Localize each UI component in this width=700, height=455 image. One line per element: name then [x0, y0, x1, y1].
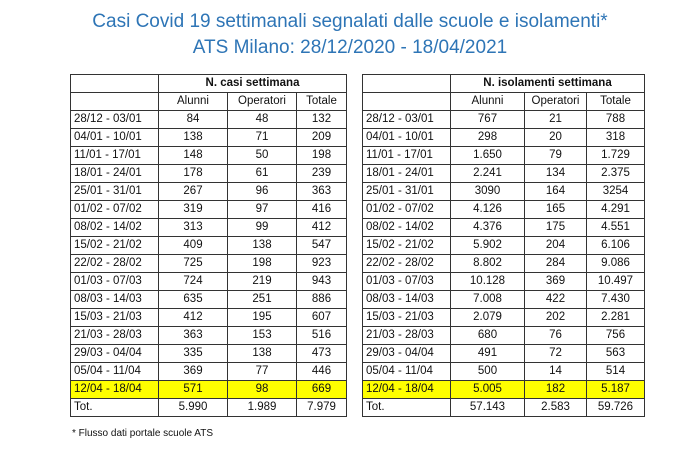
- column-header: Alunni: [159, 93, 228, 111]
- value-cell: 132: [297, 111, 347, 129]
- week-cell: 01/03 - 07/03: [363, 273, 451, 291]
- table-header: N. casi settimana: [159, 75, 347, 93]
- value-cell: 680: [451, 327, 525, 345]
- value-cell: 767: [451, 111, 525, 129]
- table-row: [71, 165, 347, 183]
- table-row: [71, 309, 347, 327]
- week-cell: 05/04 - 11/04: [363, 363, 451, 381]
- value-cell: 84: [159, 111, 228, 129]
- week-cell: 01/03 - 07/03: [71, 273, 159, 291]
- week-cell: 12/04 - 18/04: [363, 381, 451, 399]
- value-cell: 76: [525, 327, 587, 345]
- column-header: Operatori: [525, 93, 587, 111]
- value-cell: 4.126: [451, 201, 525, 219]
- value-cell: 14: [525, 363, 587, 381]
- value-cell: 178: [159, 165, 228, 183]
- table-row: [71, 219, 347, 237]
- value-cell: 756: [587, 327, 645, 345]
- value-cell: 138: [159, 129, 228, 147]
- page-title: Casi Covid 19 settimanali segnalati dalle scuole e isolamenti*: [92, 11, 608, 32]
- value-cell: 20: [525, 129, 587, 147]
- value-cell: 571: [159, 381, 228, 399]
- column-header: Alunni: [451, 93, 525, 111]
- value-cell: 3254: [587, 183, 645, 201]
- value-cell: 77: [228, 363, 297, 381]
- value-cell: 10.128: [451, 273, 525, 291]
- value-cell: 21: [525, 111, 587, 129]
- week-cell: 25/01 - 31/01: [363, 183, 451, 201]
- value-cell: 61: [228, 165, 297, 183]
- week-cell: 18/01 - 24/01: [363, 165, 451, 183]
- week-cell: 12/04 - 18/04: [71, 381, 159, 399]
- column-header-row: [71, 93, 347, 111]
- week-cell: 25/01 - 31/01: [71, 183, 159, 201]
- value-cell: 148: [159, 147, 228, 165]
- value-cell: 165: [525, 201, 587, 219]
- value-cell: 153: [228, 327, 297, 345]
- week-cell: 18/01 - 24/01: [71, 165, 159, 183]
- week-cell: 22/02 - 28/02: [71, 255, 159, 273]
- value-cell: 2.079: [451, 309, 525, 327]
- value-cell: 134: [525, 165, 587, 183]
- value-cell: 4.551: [587, 219, 645, 237]
- table-row: [363, 183, 645, 201]
- value-cell: 3090: [451, 183, 525, 201]
- value-cell: 4.291: [587, 201, 645, 219]
- value-cell: 412: [297, 219, 347, 237]
- table-row: [71, 129, 347, 147]
- value-cell: 298: [451, 129, 525, 147]
- total-value: 57.143: [451, 399, 525, 417]
- table-header-row: [71, 75, 347, 93]
- value-cell: 267: [159, 183, 228, 201]
- value-cell: 416: [297, 201, 347, 219]
- weekly-isolations-table: [362, 74, 645, 417]
- column-header: Totale: [297, 93, 347, 111]
- value-cell: 98: [228, 381, 297, 399]
- value-cell: 71: [228, 129, 297, 147]
- week-cell: 08/02 - 14/02: [71, 219, 159, 237]
- table-row: [363, 237, 645, 255]
- table-row: [363, 255, 645, 273]
- value-cell: 422: [525, 291, 587, 309]
- value-cell: 182: [525, 381, 587, 399]
- empty-header-cell: [71, 75, 159, 93]
- value-cell: 313: [159, 219, 228, 237]
- table-row: [363, 345, 645, 363]
- week-cell: 29/03 - 04/04: [71, 345, 159, 363]
- value-cell: 97: [228, 201, 297, 219]
- value-cell: 318: [587, 129, 645, 147]
- value-cell: 607: [297, 309, 347, 327]
- value-cell: 2.241: [451, 165, 525, 183]
- value-cell: 6.106: [587, 237, 645, 255]
- value-cell: 79: [525, 147, 587, 165]
- value-cell: 335: [159, 345, 228, 363]
- value-cell: 239: [297, 165, 347, 183]
- total-label: Tot.: [363, 399, 451, 417]
- week-cell: 04/01 - 10/01: [363, 129, 451, 147]
- page-subtitle: ATS Milano: 28/12/2020 - 18/04/2021: [192, 37, 508, 58]
- value-cell: 72: [525, 345, 587, 363]
- value-cell: 10.497: [587, 273, 645, 291]
- week-cell: 11/01 - 17/01: [71, 147, 159, 165]
- week-cell: 21/03 - 28/03: [71, 327, 159, 345]
- week-cell: 11/01 - 17/01: [363, 147, 451, 165]
- value-cell: 547: [297, 237, 347, 255]
- value-cell: 446: [297, 363, 347, 381]
- value-cell: 473: [297, 345, 347, 363]
- value-cell: 635: [159, 291, 228, 309]
- value-cell: 9.086: [587, 255, 645, 273]
- column-header: Operatori: [228, 93, 297, 111]
- value-cell: 319: [159, 201, 228, 219]
- value-cell: 284: [525, 255, 587, 273]
- table-row: [71, 363, 347, 381]
- value-cell: 363: [159, 327, 228, 345]
- table-row: [363, 291, 645, 309]
- value-cell: 175: [525, 219, 587, 237]
- table-row: [363, 201, 645, 219]
- value-cell: 5.005: [451, 381, 525, 399]
- value-cell: 48: [228, 111, 297, 129]
- week-cell: 15/02 - 21/02: [71, 237, 159, 255]
- value-cell: 563: [587, 345, 645, 363]
- value-cell: 669: [297, 381, 347, 399]
- week-cell: 08/03 - 14/03: [363, 291, 451, 309]
- total-label: Tot.: [71, 399, 159, 417]
- value-cell: 369: [159, 363, 228, 381]
- table-row: [363, 147, 645, 165]
- total-row: [363, 399, 645, 417]
- week-cell: 28/12 - 03/01: [363, 111, 451, 129]
- table-row: [71, 291, 347, 309]
- week-cell: 15/03 - 21/03: [363, 309, 451, 327]
- table-row: [363, 309, 645, 327]
- table-row: [71, 111, 347, 129]
- table-header-row: [363, 75, 645, 93]
- table-header: N. isolamenti settimana: [451, 75, 645, 93]
- value-cell: 219: [228, 273, 297, 291]
- table-row: [363, 273, 645, 291]
- value-cell: 886: [297, 291, 347, 309]
- week-cell: 04/01 - 10/01: [71, 129, 159, 147]
- total-value: 59.726: [587, 399, 645, 417]
- table-row: [71, 255, 347, 273]
- week-cell: 01/02 - 07/02: [363, 201, 451, 219]
- total-value: 1.989: [228, 399, 297, 417]
- value-cell: 516: [297, 327, 347, 345]
- value-cell: 1.650: [451, 147, 525, 165]
- column-header: Totale: [587, 93, 645, 111]
- value-cell: 725: [159, 255, 228, 273]
- value-cell: 204: [525, 237, 587, 255]
- table-row: [363, 111, 645, 129]
- week-cell: 01/02 - 07/02: [71, 201, 159, 219]
- total-value: 7.979: [297, 399, 347, 417]
- footnote: * Flusso dati portale scuole ATS: [72, 428, 213, 439]
- week-cell: 08/03 - 14/03: [71, 291, 159, 309]
- week-cell: 21/03 - 28/03: [363, 327, 451, 345]
- value-cell: 724: [159, 273, 228, 291]
- value-cell: 409: [159, 237, 228, 255]
- value-cell: 202: [525, 309, 587, 327]
- week-cell: 15/03 - 21/03: [71, 309, 159, 327]
- weekly-cases-table: [70, 74, 347, 417]
- value-cell: 500: [451, 363, 525, 381]
- table-row: [363, 219, 645, 237]
- value-cell: 99: [228, 219, 297, 237]
- value-cell: 138: [228, 345, 297, 363]
- table-row: [363, 165, 645, 183]
- week-cell: 28/12 - 03/01: [71, 111, 159, 129]
- table-row: [71, 345, 347, 363]
- value-cell: 4.376: [451, 219, 525, 237]
- table-row: [363, 129, 645, 147]
- value-cell: 50: [228, 147, 297, 165]
- value-cell: 514: [587, 363, 645, 381]
- week-cell: 29/03 - 04/04: [363, 345, 451, 363]
- value-cell: 138: [228, 237, 297, 255]
- value-cell: 8.802: [451, 255, 525, 273]
- table-row: [71, 327, 347, 345]
- table-row: [71, 237, 347, 255]
- value-cell: 198: [297, 147, 347, 165]
- value-cell: 5.187: [587, 381, 645, 399]
- value-cell: 164: [525, 183, 587, 201]
- value-cell: 491: [451, 345, 525, 363]
- column-header: [71, 93, 159, 111]
- value-cell: 251: [228, 291, 297, 309]
- empty-header-cell: [363, 75, 451, 93]
- table-row: [363, 363, 645, 381]
- value-cell: 412: [159, 309, 228, 327]
- value-cell: 923: [297, 255, 347, 273]
- column-header: [363, 93, 451, 111]
- value-cell: 7.430: [587, 291, 645, 309]
- value-cell: 7.008: [451, 291, 525, 309]
- table-row: [71, 147, 347, 165]
- table-row: [71, 273, 347, 291]
- value-cell: 363: [297, 183, 347, 201]
- value-cell: 96: [228, 183, 297, 201]
- column-header-row: [363, 93, 645, 111]
- week-cell: 08/02 - 14/02: [363, 219, 451, 237]
- value-cell: 788: [587, 111, 645, 129]
- value-cell: 2.375: [587, 165, 645, 183]
- table-row: [363, 327, 645, 345]
- value-cell: 209: [297, 129, 347, 147]
- total-value: 5.990: [159, 399, 228, 417]
- value-cell: 195: [228, 309, 297, 327]
- total-row: [71, 399, 347, 417]
- week-cell: 05/04 - 11/04: [71, 363, 159, 381]
- value-cell: 369: [525, 273, 587, 291]
- table-row: [71, 381, 347, 399]
- value-cell: 1.729: [587, 147, 645, 165]
- value-cell: 943: [297, 273, 347, 291]
- value-cell: 5.902: [451, 237, 525, 255]
- total-value: 2.583: [525, 399, 587, 417]
- table-row: [71, 183, 347, 201]
- table-row: [363, 381, 645, 399]
- week-cell: 22/02 - 28/02: [363, 255, 451, 273]
- table-row: [71, 201, 347, 219]
- week-cell: 15/02 - 21/02: [363, 237, 451, 255]
- value-cell: 198: [228, 255, 297, 273]
- value-cell: 2.281: [587, 309, 645, 327]
